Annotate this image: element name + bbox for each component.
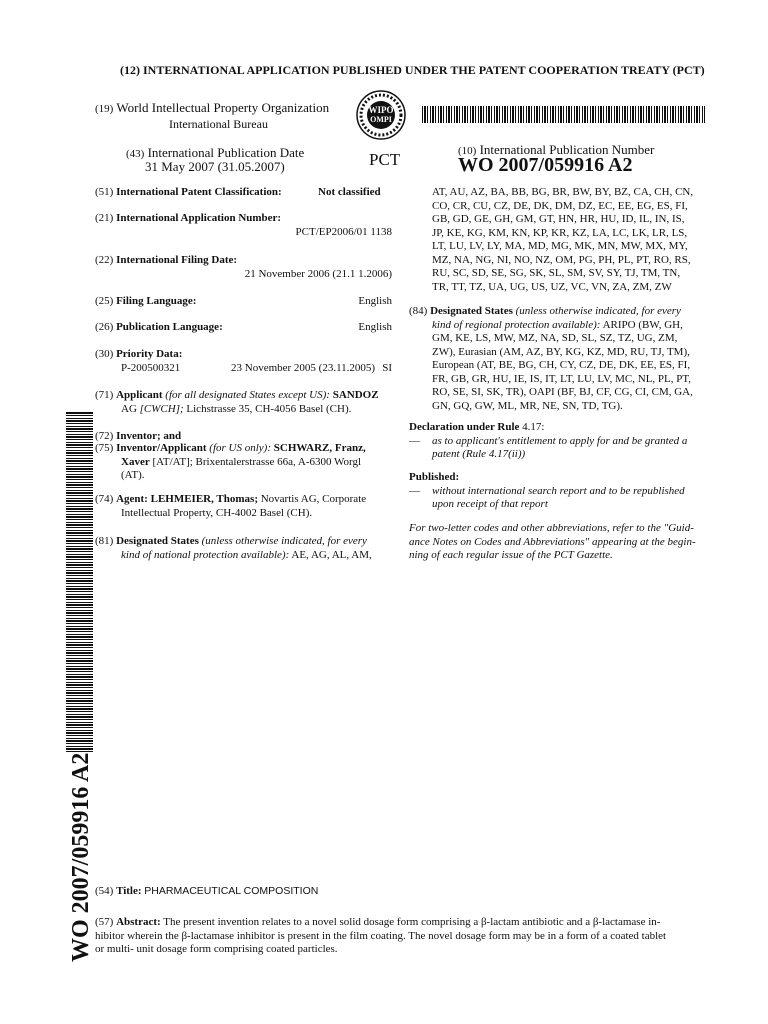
abstract-line: or multi- unit dosage form comprising coated particles. (95, 943, 338, 955)
field-74-label: Agent: (116, 493, 148, 505)
field-21 (95, 212, 392, 239)
side-publication-number: WO 2007/059916 A2 (68, 752, 94, 962)
field-71-rest2: Lichstrasse 35, CH-4056 Basel (CH). (186, 402, 352, 415)
top-barcode (422, 106, 705, 123)
f81-line: CO, CR, CU, CZ, DE, DK, DM, DZ, EC, EE, EG, ES, FI, (432, 199, 688, 212)
field-72-code: (72) (95, 430, 114, 442)
published-dash: — (409, 484, 420, 497)
field-51-code: (51) (95, 186, 114, 198)
pub-date-value: 31 May 2007 (31.05.2007) (145, 159, 285, 174)
f84-line: European (AT, BE, BG, CH, CY, CZ, DE, DK, EE, ES, FI, (432, 359, 691, 371)
pub-date-code: (43) (126, 148, 145, 160)
field-71-name: SANDOZ (332, 389, 379, 401)
pub-number-value: WO 2007/059916 A2 (458, 154, 633, 176)
field-71-rest1: AG (121, 402, 137, 415)
declaration (409, 421, 705, 462)
field-81-code: (81) (95, 535, 114, 547)
f81-line: MZ, NA, NG, NI, NO, NZ, OM, PG, PH, PL, PT, RO, RS, (432, 253, 691, 266)
field-81-note1: (unless otherwise indicated, for every (201, 535, 367, 547)
wipo-line (95, 100, 329, 116)
f81-line: TR, TT, TZ, UA, UG, US, UZ, VC, VN, ZA, ZM, ZW (432, 280, 672, 293)
field-25-label: Filing Language: (116, 295, 197, 307)
field-71-code: (71) (95, 389, 114, 401)
field-26-code: (26) (95, 321, 114, 333)
field-22-code: (22) (95, 254, 114, 266)
published-text1: without international search report and to be republished (432, 484, 685, 497)
priority-number: P-200500321 (121, 361, 181, 374)
title-code: (54) (95, 885, 114, 897)
field-74-name: LEHMEIER, Thomas; (150, 493, 258, 505)
f81-line: JP, KE, KG, KM, KN, KP, KR, KZ, LA, LC, LK, LR, LS, (432, 226, 688, 239)
field-71-note: (for all designated States except US): (165, 389, 330, 401)
field-21-code: (21) (95, 212, 114, 224)
declaration-text1: as to applicant's entitlement to apply for and be granted a (432, 434, 688, 447)
field-84-note1: (unless otherwise indicated, for every (515, 305, 681, 317)
f84-line: GM, KE, LS, MW, MZ, NA, SD, SL, SZ, TZ, UG, ZM, (432, 332, 678, 344)
field-75-code: (75) (95, 442, 114, 454)
field-25-value: English (358, 295, 392, 307)
field-30 (95, 348, 392, 376)
f84-line: ZW), Eurasian (AM, AZ, BY, KG, KZ, MD, RU, TJ, TM), (432, 345, 690, 358)
field-30-code: (30) (95, 348, 114, 360)
field-81-value: AE, AG, AL, AM, (291, 548, 372, 561)
guidance-line: ning of each regular issue of the PCT Gazette. (409, 549, 613, 561)
abstract-code: (57) (95, 916, 114, 928)
abstract-line: hibitor wherein the β-lactamase inhibitor is present in the film coating. The novel dosage form may be in a form of a coated tablet (95, 929, 667, 942)
field-75-note: (for US only): (209, 442, 272, 454)
field-75-addr1: [AT/AT]; Brixentalerstrasse 66a, A-6300 Worgl (152, 455, 362, 468)
f81-line: AT, AU, AZ, BA, BB, BG, BR, BW, BY, BZ, CA, CH, CN, (432, 186, 694, 198)
field-75-label: Inventor/Applicant (116, 442, 207, 454)
field-22-value: 21 November 2006 (21.1 1.2006) (244, 267, 392, 280)
field-75-addr2: (AT). (121, 469, 145, 481)
field-21-label: International Application Number: (116, 212, 282, 224)
field-81-note2: kind of national protection available): (121, 548, 290, 561)
f81-line: LT, LU, LV, LY, MA, MD, MG, MK, MN, MW, MX, MY, (432, 240, 688, 252)
field-74 (95, 493, 392, 520)
field-74-addr2: Intellectual Property, CH-4002 Basel (CH). (121, 506, 313, 519)
field-74-addr1: Novartis AG, Corporate (260, 493, 367, 505)
pct-label: PCT (369, 150, 401, 169)
abstract-label: Abstract: (116, 916, 161, 928)
field-71 (95, 389, 392, 416)
f84-line: GN, GQ, GW, ML, MR, NE, SN, TD, TG). (432, 399, 623, 412)
title-label: Title: (116, 885, 142, 897)
side-barcode (66, 412, 93, 752)
wipo-logo-bottom: OMPI (370, 115, 392, 124)
f81-line: GB, GD, GE, GH, GM, GT, HN, HR, HU, ID, IL, IN, IS, (432, 213, 685, 225)
field-26-label: Publication Language: (116, 321, 223, 333)
field-51-label: International Patent Classification: (116, 186, 282, 198)
field-21-value: PCT/EP2006/01 1138 (295, 225, 392, 238)
field-26-value: English (358, 321, 392, 333)
published (409, 471, 705, 512)
field-75 (95, 442, 392, 483)
field-84-label: Designated States (430, 305, 513, 317)
guidance-line: ance Notes on Codes and Abbreviations" appearing at the begin- (409, 535, 696, 548)
wipo-org: World Intellectual Property Organization (116, 100, 330, 115)
field-81 (95, 535, 392, 562)
field-84 (409, 305, 705, 413)
document-header: (12) INTERNATIONAL APPLICATION PUBLISHED UNDER THE PATENT COOPERATION TREATY (PCT) (120, 63, 705, 77)
priority-date: 23 November 2005 (23.11.2005) (231, 361, 376, 374)
field-75-name: SCHWARZ, Franz, (273, 442, 366, 454)
declaration-dash: — (409, 434, 420, 447)
declaration-rule: 4.17: (522, 421, 545, 433)
f81-line: RU, SC, SD, SE, SG, SK, SL, SM, SV, SY, TJ, TM, TN, (432, 267, 681, 279)
pub-number-code: (10) (458, 145, 477, 157)
field-51-value: Not classified (318, 186, 381, 198)
published-text2: upon receipt of that report (432, 498, 548, 510)
field-25 (95, 295, 392, 309)
guidance-note (409, 522, 705, 563)
field-84-first: ARIPO (BW, GH, (602, 318, 683, 331)
guidance-line: For two-letter codes and other abbreviations, refer to the "Guid- (409, 522, 694, 534)
wipo-bureau: International Bureau (169, 117, 268, 131)
declaration-label: Declaration under Rule (409, 421, 520, 433)
field-71-label: Applicant (116, 389, 163, 401)
pub-date-label: International Publication Date (147, 145, 305, 160)
wipo-code: (19) (95, 103, 114, 115)
field-81-country-list (432, 186, 704, 294)
field-51 (95, 186, 392, 200)
abstract-line: The present invention relates to a novel solid dosage form comprising a β-lactam antibiotic and a β-lactamase in- (163, 916, 661, 928)
f84-line: FR, GB, GR, HU, IE, IS, IT, LT, LU, LV, MC, NL, PL, PT, (432, 372, 692, 385)
abstract (95, 916, 705, 957)
field-25-code: (25) (95, 295, 114, 307)
field-84-code: (84) (409, 305, 428, 317)
field-22 (95, 254, 392, 281)
wipo-logo (355, 89, 407, 141)
f84-line: RO, SE, SI, SK, TR), OAPI (BF, BJ, CF, CG, CI, CM, GA, (432, 386, 693, 398)
field-74-code: (74) (95, 493, 114, 505)
wipo-logo-top: WIPO (368, 105, 394, 115)
published-label: Published: (409, 471, 460, 483)
field-22-label: International Filing Date: (116, 254, 238, 266)
priority-country: SI (382, 361, 392, 374)
title-line (95, 885, 318, 899)
field-84-note2: kind of regional protection available): (432, 318, 601, 331)
field-81-label: Designated States (116, 535, 199, 547)
field-72-label: Inventor; and (116, 430, 182, 442)
field-26 (95, 321, 392, 335)
field-75-name2: Xaver (121, 455, 150, 468)
field-30-label: Priority Data: (116, 348, 183, 360)
pub-number-label: International Publication Number (479, 142, 655, 157)
title-value: PHARMACEUTICAL COMPOSITION (144, 885, 319, 897)
declaration-text2: patent (Rule 4.17(ii)) (432, 448, 526, 460)
field-71-rest1-italic: [CWCH]; (139, 402, 184, 415)
